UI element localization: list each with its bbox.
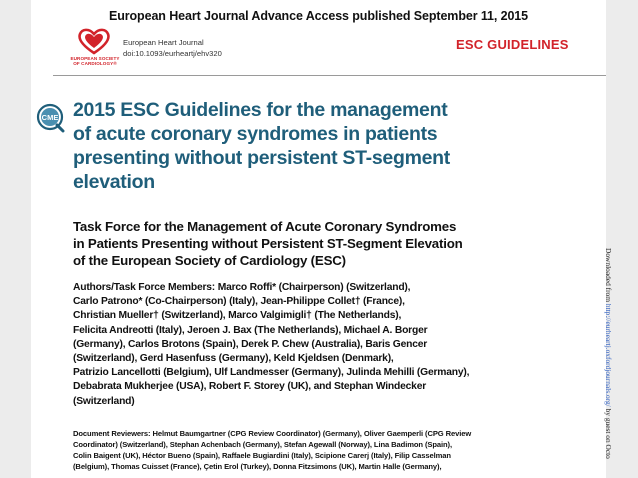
title-line: elevation [73, 171, 155, 193]
subtitle-line: Task Force for the Management of Acute Coronary Syndromes [73, 219, 457, 234]
cme-badge-icon [36, 103, 66, 133]
title-line: presenting without persistent ST-segment [73, 147, 450, 169]
advance-access-notice: European Heart Journal Advance Access published September 11, 2015 [108, 9, 529, 23]
reviewers-line: Coordinator) (Switzerland), Stephan Achenbach (Germany), Stefan Agewall (Norway), Lina Badimon (Spain), [73, 440, 452, 449]
left-margin-panel [0, 0, 31, 478]
title-line: of acute coronary syndromes in patients [73, 123, 438, 145]
authors-line: Authors/Task Force Members: Marco Roffi* (Chairperson) (Switzerland), [73, 282, 411, 293]
document-page [31, 0, 606, 478]
header-divider [53, 75, 606, 76]
document-title [73, 98, 593, 194]
authors-line: Christian Mueller† (Switzerland), Marco Valgimigli† (The Netherlands), [73, 310, 402, 322]
journal-name: European Heart Journal [123, 38, 204, 47]
reviewers-line: Colin Baigent (UK), Héctor Bueno (Spain), Raffaele Bugiardini (Italy), Scipione Carerj (Italy), Filip Casselman [73, 451, 451, 460]
esc-guidelines-label: ESC GUIDELINES [456, 37, 569, 52]
authors-line: Debabrata Mukherjee (USA), Robert F. Storey (UK), and Stephan Windecker [73, 381, 427, 393]
journal-info [123, 37, 222, 59]
authors-line: (Germany), Carlos Brotons (Spain), Derek P. Chew (Australia), Baris Gencer [73, 338, 428, 350]
subtitle-line: of the European Society of Cardiology (ESC) [73, 253, 346, 268]
download-suffix: by guest on Octo [604, 406, 613, 459]
authors-line: Felicita Andreotti (Italy), Jeroen J. Bax (The Netherlands), Michael A. Borger [73, 324, 428, 336]
reviewers-line: (Belgium), Thomas Cuisset (France), Çetin Erol (Turkey), Donna Fitzsimons (UK), Martin Halle (Germany), [73, 462, 442, 471]
subtitle-line: in Patients Presenting without Persistent ST-Segment Elevation [73, 236, 463, 251]
download-prefix: Downloaded from [604, 248, 613, 304]
authors-line: (Switzerland), Gerd Hasenfuss (Germany), Keld Kjeldsen (Denmark), [73, 353, 394, 365]
task-force-members [73, 281, 593, 409]
authors-line: (Switzerland) [73, 395, 135, 407]
title-line: 2015 ESC Guidelines for the management [73, 99, 448, 121]
authors-line: Carlo Patrono* (Co-Chairperson) (Italy), Jean-Philippe Collet† (France), [73, 296, 405, 308]
reviewers-line: Document Reviewers: Helmut Baumgartner (CPG Review Coordinator) (Germany), Oliver Gaemperli (CPG Review [73, 429, 472, 438]
esc-heart-logo-icon [76, 26, 112, 56]
authors-line: Patrizio Lancellotti (Belgium), Ulf Landmesser (Germany), Julinda Mehilli (Germany), [73, 367, 470, 379]
esc-logo-text: EUROPEAN SOCIETY OF CARDIOLOGY® [70, 56, 120, 67]
document-reviewers [73, 428, 593, 472]
document-subtitle [73, 218, 593, 269]
cme-label: CME [41, 112, 59, 122]
download-link[interactable]: http://eurheartj.oxfordjournals.org/ [604, 303, 613, 407]
doi: doi:10.1093/eurheartj/ehv320 [123, 49, 222, 58]
download-notice [602, 248, 614, 478]
